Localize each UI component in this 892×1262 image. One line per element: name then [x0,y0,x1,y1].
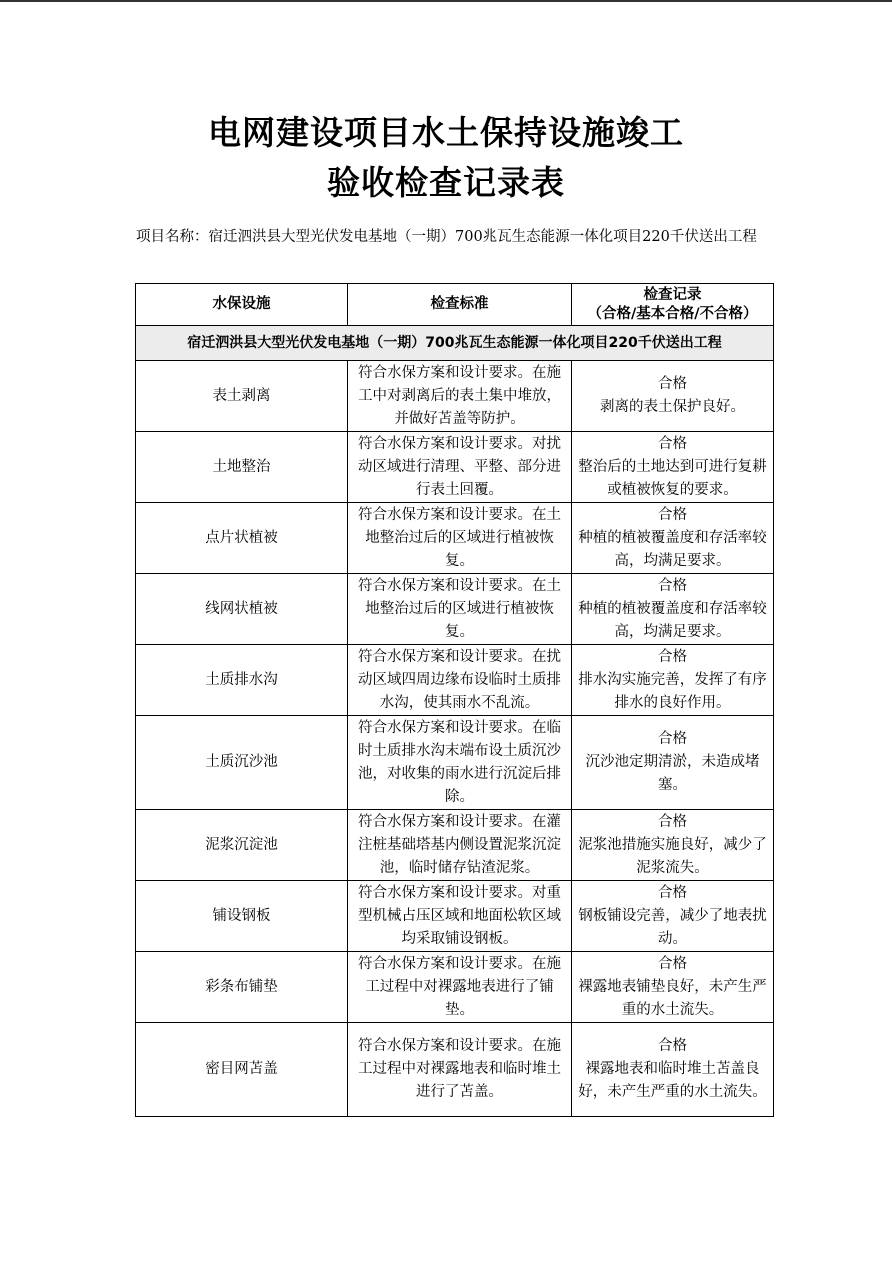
section-row [136,326,774,361]
section-title: 宿迁泗洪县大型光伏发电基地（一期）700兆瓦生态能源一体化项目220千伏送出工程 [136,326,774,361]
standard-cell: 符合水保方案和设计要求。在灌注桩基础塔基内侧设置泥浆沉淀池，临时储存钻渣泥浆。 [348,810,572,881]
header-standard: 检查标准 [348,284,572,326]
record-result: 合格 [658,648,687,665]
table-row [136,432,774,503]
record-detail: 剥离的表土保护良好。 [600,399,745,415]
header-record-options: （合格/基本合格/不合格） [587,305,758,322]
project-name: 宿迁泗洪县大型光伏发电基地（一期）700兆瓦生态能源一体化项目220千伏送出工程 [208,229,757,245]
facility-cell: 点片状植被 [136,503,348,574]
standard-cell: 符合水保方案和设计要求。在施工过程中对裸露地表和临时堆土进行了苫盖。 [348,1023,572,1117]
record-detail: 种植的植被覆盖度和存活率较高，均满足要求。 [578,529,767,569]
record-result: 合格 [658,731,687,747]
table-row [136,503,774,574]
header-record-title: 检查记录 [643,286,702,303]
record-result: 合格 [658,955,687,972]
facility-cell: 土质沉沙池 [136,716,348,810]
record-cell [572,645,774,716]
record-result: 合格 [658,1038,687,1054]
record-detail: 钢板铺设完善，减少了地表扰动。 [578,907,767,947]
record-detail: 裸露地表和临时堆土苫盖良好，未产生严重的水土流失。 [578,1061,767,1100]
header-record [572,284,774,326]
facility-cell: 土地整治 [136,432,348,503]
standard-cell: 符合水保方案和设计要求。在施工中对剥离后的表土集中堆放，并做好苫盖等防护。 [348,361,572,432]
record-result: 合格 [658,376,687,392]
project-label: 项目名称： [136,229,209,245]
record-cell [572,881,774,952]
standard-cell: 符合水保方案和设计要求。在扰动区域四周边缘布设临时土质排水沟，使其雨水不乱流。 [348,645,572,716]
standard-cell: 符合水保方案和设计要求。在土地整治过后的区域进行植被恢复。 [348,503,572,574]
standard-cell: 符合水保方案和设计要求。在临时土质排水沟末端布设土质沉沙池，对收集的雨水进行沉淀后排除。 [348,716,572,810]
facility-cell: 密目网苫盖 [136,1023,348,1117]
table-row [136,645,774,716]
record-detail: 排水沟实施完善，发挥了有序排水的良好作用。 [578,671,767,711]
inspection-table [135,283,774,1117]
table-row [136,952,774,1023]
title-line-2: 验收检查记录表 [327,163,565,202]
standard-cell: 符合水保方案和设计要求。对重型机械占压区域和地面松软区域均采取铺设钢板。 [348,881,572,952]
table-row [136,574,774,645]
record-detail: 沉沙池定期清淤，未造成堵塞。 [585,754,760,793]
facility-cell: 线网状植被 [136,574,348,645]
facility-cell: 泥浆沉淀池 [136,810,348,881]
table-row [136,1023,774,1117]
facility-cell: 表土剥离 [136,361,348,432]
standard-cell: 符合水保方案和设计要求。在施工过程中对裸露地表进行了铺垫。 [348,952,572,1023]
table-row [136,810,774,881]
title-line-1: 电网建设项目水土保持设施竣工 [208,113,684,152]
standard-cell: 符合水保方案和设计要求。在土地整治过后的区域进行植被恢复。 [348,574,572,645]
record-result: 合格 [658,435,687,452]
table-row [136,361,774,432]
record-cell [572,1023,774,1117]
project-name-line [136,219,772,255]
record-cell [572,574,774,645]
record-cell [572,432,774,503]
record-detail: 整治后的土地达到可进行复耕或植被恢复的要求。 [578,458,767,498]
record-result: 合格 [658,884,687,901]
record-result: 合格 [658,577,687,594]
record-detail: 种植的植被覆盖度和存活率较高，均满足要求。 [578,600,767,640]
record-detail: 裸露地表铺垫良好，未产生严重的水土流失。 [578,978,767,1018]
top-border-line [0,0,892,2]
record-result: 合格 [658,506,687,523]
record-result: 合格 [658,813,687,830]
table-header-row [136,284,774,326]
record-cell [572,716,774,810]
table-row [136,716,774,810]
record-cell [572,361,774,432]
facility-cell: 土质排水沟 [136,645,348,716]
header-facility: 水保设施 [136,284,348,326]
record-cell [572,503,774,574]
facility-cell: 铺设钢板 [136,881,348,952]
record-cell [572,810,774,881]
record-detail: 泥浆池措施实施良好，减少了泥浆流失。 [578,836,767,876]
table-row [136,881,774,952]
facility-cell: 彩条布铺垫 [136,952,348,1023]
record-cell [572,952,774,1023]
standard-cell: 符合水保方案和设计要求。对扰动区域进行清理、平整、部分进行表土回覆。 [348,432,572,503]
document-title [0,108,892,208]
